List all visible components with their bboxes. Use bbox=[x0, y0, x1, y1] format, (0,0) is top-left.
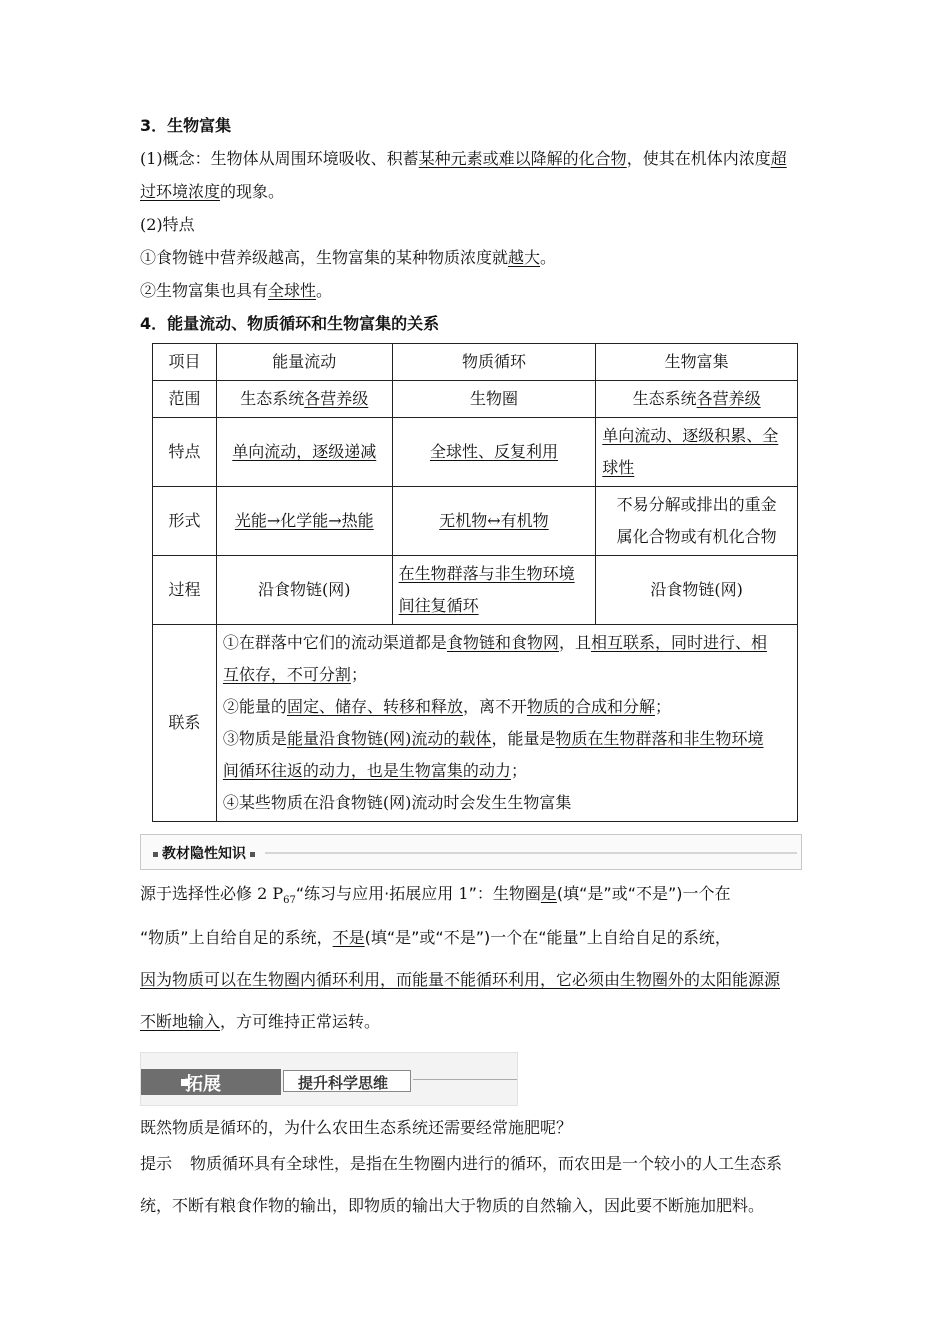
hidden-line-1 bbox=[140, 884, 731, 911]
text: 生态系统 bbox=[632, 389, 697, 408]
text: ，使其在机体内浓度 bbox=[626, 149, 771, 168]
header-cell: 生物富集 bbox=[596, 344, 798, 381]
hidden-line-3 bbox=[140, 970, 780, 990]
row-label: 特点 bbox=[153, 418, 217, 487]
section-4-heading: 4．能量流动、物质循环和生物富集的关系 bbox=[140, 314, 440, 333]
answer-underline: 相互联系，同时进行、相 bbox=[590, 633, 767, 652]
extension-banner bbox=[140, 1052, 518, 1106]
answer-underline: 在生物群落与非生物环境 bbox=[398, 564, 575, 583]
answer-underline: 间循环往返的动力，也是生物富集的动力 bbox=[222, 761, 511, 780]
row-label: 联系 bbox=[153, 625, 217, 822]
table-row-relation bbox=[153, 625, 798, 822]
cell-matter bbox=[392, 556, 596, 625]
relation-line-5 bbox=[223, 755, 791, 787]
relation-line-4 bbox=[223, 723, 791, 755]
hidden-knowledge-banner bbox=[140, 834, 802, 870]
table-header-row bbox=[153, 344, 798, 381]
answer-underline: 光能→化学能→热能 bbox=[234, 511, 374, 530]
answer-underline: 是 bbox=[540, 884, 557, 903]
square-bullet-icon bbox=[153, 852, 158, 857]
answer-underline: 全球性、反复利用 bbox=[429, 442, 558, 461]
answer-underline: 全球性 bbox=[268, 281, 317, 300]
text: 。 bbox=[316, 281, 333, 300]
answer-underline: 食物链和食物网 bbox=[446, 633, 559, 652]
cell-energy bbox=[216, 418, 392, 487]
banner-main bbox=[141, 1069, 281, 1095]
text: (填“是”或“不是”)一个在“能量”上自给自足的系统， bbox=[364, 928, 731, 947]
answer-underline: 某种元素或难以降解的化合物 bbox=[418, 149, 627, 168]
banner-tab-text: 提升科学思维 bbox=[298, 1074, 389, 1092]
table-row-range bbox=[153, 381, 798, 418]
text: 的现象。 bbox=[220, 182, 285, 201]
text: 源于选择性必修 bbox=[140, 884, 253, 903]
text: ； bbox=[510, 761, 527, 780]
feature-2 bbox=[140, 281, 332, 301]
answer-underline: 单向流动，逐级递减 bbox=[232, 442, 377, 461]
hint-line-1 bbox=[140, 1154, 782, 1174]
banner-label bbox=[143, 843, 265, 863]
relation-table bbox=[152, 343, 798, 822]
header-cell: 能量流动 bbox=[216, 344, 392, 381]
text: “物质”上自给自足的系统， bbox=[140, 928, 333, 947]
answer-underline: 越大 bbox=[508, 248, 541, 267]
text: ①食物链中营养级越高，生物富集的某种物质浓度就 bbox=[140, 248, 509, 267]
relation-line-3 bbox=[223, 691, 791, 723]
extension-question: 既然物质是循环的，为什么农田生态系统还需要经常施肥呢？ bbox=[140, 1118, 573, 1137]
concept-line-1 bbox=[140, 149, 787, 169]
text: ”：生物圈 bbox=[468, 884, 541, 903]
table-row-features bbox=[153, 418, 798, 487]
text: ，且 bbox=[558, 633, 591, 652]
answer-underline: 各营养级 bbox=[696, 389, 761, 408]
text: ，方可维持正常运转。 bbox=[220, 1012, 381, 1031]
text: ②能量的 bbox=[222, 697, 287, 716]
square-bullet-icon bbox=[250, 852, 255, 857]
text: 属化合物或有机化合物 bbox=[616, 527, 777, 546]
text: 不易分解或排出的重金 bbox=[616, 495, 777, 514]
banner-tab bbox=[283, 1070, 411, 1092]
header-cell: 物质循环 bbox=[392, 344, 596, 381]
table-row-form bbox=[153, 487, 798, 556]
cell-bio: 沿食物链(网) bbox=[596, 556, 798, 625]
answer-underline: 物质在生物群落和非生物环境 bbox=[555, 729, 764, 748]
answer-underline: 因为物质可以在生物圈内循环利用，而能量不能循环利用，它必须由生物圈外的太阳能源源 bbox=[140, 970, 781, 989]
text: P bbox=[272, 884, 284, 903]
text: ，离不开 bbox=[462, 697, 527, 716]
banner-main-text: 拓展 bbox=[185, 1074, 221, 1095]
cell-bio bbox=[596, 418, 798, 487]
text: 物质循环具有全球性，是指在生物圈内进行的循环，而农田是一个较小的人工生态系 bbox=[190, 1154, 783, 1173]
answer-underline: 不是 bbox=[332, 928, 365, 947]
hidden-line-4 bbox=[140, 1012, 380, 1032]
page-subscript: 67 bbox=[283, 895, 296, 907]
text: ； bbox=[350, 665, 367, 684]
answer-underline: 物质的合成和分解 bbox=[526, 697, 655, 716]
answer-underline: 过环境浓度 bbox=[140, 182, 221, 201]
relation-line-1 bbox=[223, 627, 791, 659]
relation-line-2 bbox=[223, 659, 791, 691]
answer-underline: 间往复循环 bbox=[398, 596, 479, 615]
hint-label: 提示 bbox=[140, 1154, 173, 1173]
answer-underline: 超 bbox=[770, 149, 787, 168]
answer-underline: 单向流动、逐级积累、全 bbox=[602, 426, 779, 445]
answer-underline: 互依存，不可分割 bbox=[222, 665, 351, 684]
row-label: 过程 bbox=[153, 556, 217, 625]
text: 生态系统 bbox=[240, 389, 305, 408]
concept-line-2 bbox=[140, 182, 284, 202]
banner-text: 教材隐性知识 bbox=[162, 846, 246, 862]
cell-energy bbox=[216, 487, 392, 556]
text: ②生物富集也具有 bbox=[140, 281, 269, 300]
row-label: 形式 bbox=[153, 487, 217, 556]
cell-matter bbox=[392, 487, 596, 556]
row-label: 范围 bbox=[153, 381, 217, 418]
answer-underline: 能量沿食物链(网)流动的载体 bbox=[286, 729, 492, 748]
cell-matter bbox=[392, 418, 596, 487]
cell-matter: 生物圈 bbox=[392, 381, 596, 418]
text: ③物质是 bbox=[222, 729, 287, 748]
banner-rule bbox=[413, 1079, 517, 1080]
text: 2 bbox=[257, 884, 268, 903]
hidden-line-2 bbox=[140, 928, 731, 948]
text: 。 bbox=[540, 248, 557, 267]
cell-relation bbox=[216, 625, 797, 822]
answer-underline: 不断地输入 bbox=[140, 1012, 221, 1031]
text: 1 bbox=[458, 884, 469, 903]
table-row-process bbox=[153, 556, 798, 625]
text: ； bbox=[654, 697, 671, 716]
cell-bio bbox=[596, 381, 798, 418]
cell-energy bbox=[216, 381, 392, 418]
cell-bio bbox=[596, 487, 798, 556]
answer-underline: 球性 bbox=[602, 458, 635, 477]
header-cell: 项目 bbox=[153, 344, 217, 381]
text: ，能量是 bbox=[491, 729, 556, 748]
relation-line-6: ④某些物质在沿食物链(网)流动时会发生生物富集 bbox=[222, 793, 572, 812]
answer-underline: 固定、储存、转移和释放 bbox=[286, 697, 463, 716]
text: “练习与应用·拓展应用 bbox=[295, 884, 454, 903]
feature-1 bbox=[140, 248, 556, 268]
text: (填“是”或“不是”)一个在 bbox=[556, 884, 731, 903]
text: ①在群落中它们的流动渠道都是 bbox=[222, 633, 447, 652]
text: (1)概念：生物体从周围环境吸收、积蓄 bbox=[140, 149, 419, 168]
answer-underline: 无机物↔有机物 bbox=[439, 511, 549, 530]
features-heading: (2)特点 bbox=[140, 215, 195, 234]
answer-underline: 各营养级 bbox=[304, 389, 369, 408]
section-3-heading: 3．生物富集 bbox=[140, 116, 232, 135]
hint-line-2: 统，不断有粮食作物的输出，即物质的输出大于物质的自然输入，因此要不断施加肥料。 bbox=[140, 1196, 765, 1215]
cell-energy: 沿食物链(网) bbox=[216, 556, 392, 625]
